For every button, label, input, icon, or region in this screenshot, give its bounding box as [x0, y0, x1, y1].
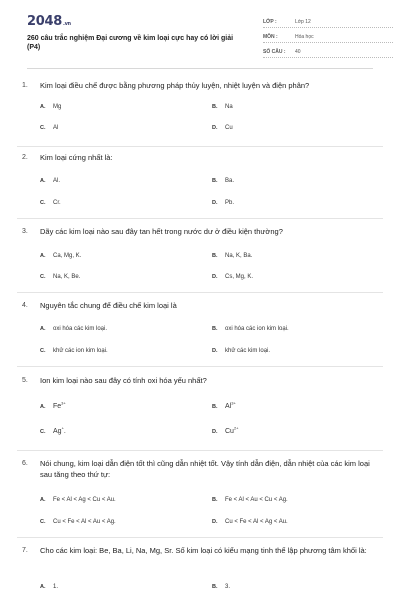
option-b[interactable]: B. Ba. [212, 178, 235, 184]
question-divider [17, 450, 383, 451]
option-a[interactable]: A. Al. [40, 178, 61, 184]
option-b[interactable]: B. Fe < Al < Au < Cu < Ag. [212, 497, 288, 503]
meta-info [263, 15, 393, 60]
option-b[interactable]: B. Na [212, 104, 233, 110]
question-divider [17, 292, 383, 293]
question-text: Ion kim loại nào sau đây có tính oxi hóa yếu nhất? [40, 376, 207, 385]
option-d[interactable]: D. Cs, Mg, K. [212, 274, 254, 280]
option-b[interactable]: B. oxi hóa các ion kim loại. [212, 326, 289, 332]
meta-value: Hóa học [295, 34, 314, 40]
option-c[interactable]: C. Ag+. [40, 425, 66, 435]
question-divider [17, 146, 383, 147]
question-number: 2. [22, 154, 28, 161]
meta-row-class [263, 15, 393, 28]
question-number: 6. [22, 460, 28, 467]
question-text: Kim loại cứng nhất là: [40, 153, 113, 162]
option-c[interactable]: C. Cr. [40, 200, 61, 206]
option-b[interactable]: B. Na, K, Ba. [212, 253, 253, 259]
question-text: Nguyên tắc chung để điều chế kim loại là [40, 301, 177, 310]
option-a[interactable]: A. oxi hóa các kim loại. [40, 326, 108, 332]
header-divider [27, 68, 373, 69]
option-a[interactable]: A. Fe < Al < Ag < Cu < Au. [40, 497, 116, 503]
option-d[interactable]: D. $Cu^{2+}$ [212, 425, 239, 435]
question-text: Nói chung, kim loại dẫn điện tốt thì cũng dẫn nhiệt tốt. Vậy tính dẫn điện, dẫn nhiệt của các kim loại sau tăng theo thứ tự: [40, 459, 370, 479]
question-number: 3. [22, 228, 28, 235]
question-text: Dãy các kim loại nào sau đây tan hết trong nước dư ở điều kiện thường? [40, 227, 283, 236]
meta-label: SỐ CÂU : [263, 49, 286, 55]
option-c[interactable]: C. khử các ion kim loại. [40, 348, 108, 354]
meta-label: LỚP : [263, 19, 277, 25]
option-a[interactable]: A. Mg [40, 104, 62, 110]
option-c[interactable]: C. Al [40, 125, 59, 131]
question-divider [17, 218, 383, 219]
option-a[interactable]: A. 1. [40, 584, 59, 590]
option-b[interactable]: B. $Al^{3+}$ [212, 400, 236, 410]
meta-row-count [263, 45, 393, 58]
option-d[interactable]: D. Cu < Fe < Al < Ag < Au. [212, 519, 288, 525]
meta-value: 40 [295, 49, 301, 55]
option-d[interactable]: D. Cu [212, 125, 233, 131]
meta-row-subject [263, 30, 393, 43]
option-c[interactable]: C. Na, K, Be. [40, 274, 81, 280]
option-a[interactable]: A. $Fe^{3+}$ [40, 400, 66, 410]
meta-value: Lớp 12 [295, 19, 311, 25]
question-number: 7. [22, 547, 28, 554]
question-text: Kim loại điều chế được bằng phương pháp thủy luyện, nhiệt luyện và điện phân? [40, 81, 310, 90]
question-number: 1. [22, 82, 28, 89]
option-c[interactable]: C. Cu < Fe < Al < Au < Ag. [40, 519, 116, 525]
option-b[interactable]: B. 3. [212, 584, 231, 590]
question-text: Cho các kim loại: Be, Ba, Li, Na, Mg, Sr. Số kim loại có kiểu mạng tinh thể lập phương tâm khối là: [40, 546, 367, 555]
document-title: 260 câu trắc nghiệm Đại cương về kim loại cực hay có lời giải (P4) [27, 35, 234, 51]
question-divider [17, 537, 383, 538]
worksheet-header [10, 0, 390, 76]
option-d[interactable]: D. Pb. [212, 200, 235, 206]
option-a[interactable]: A. Ca, Mg, K. [40, 253, 82, 259]
question-number: 5. [22, 377, 28, 384]
question-number: 4. [22, 302, 28, 309]
site-logo[interactable]: 2048.vn [27, 14, 71, 29]
question-divider [17, 366, 383, 367]
meta-label: MÔN : [263, 34, 278, 40]
option-d[interactable]: D. khử các kim loại. [212, 348, 271, 354]
